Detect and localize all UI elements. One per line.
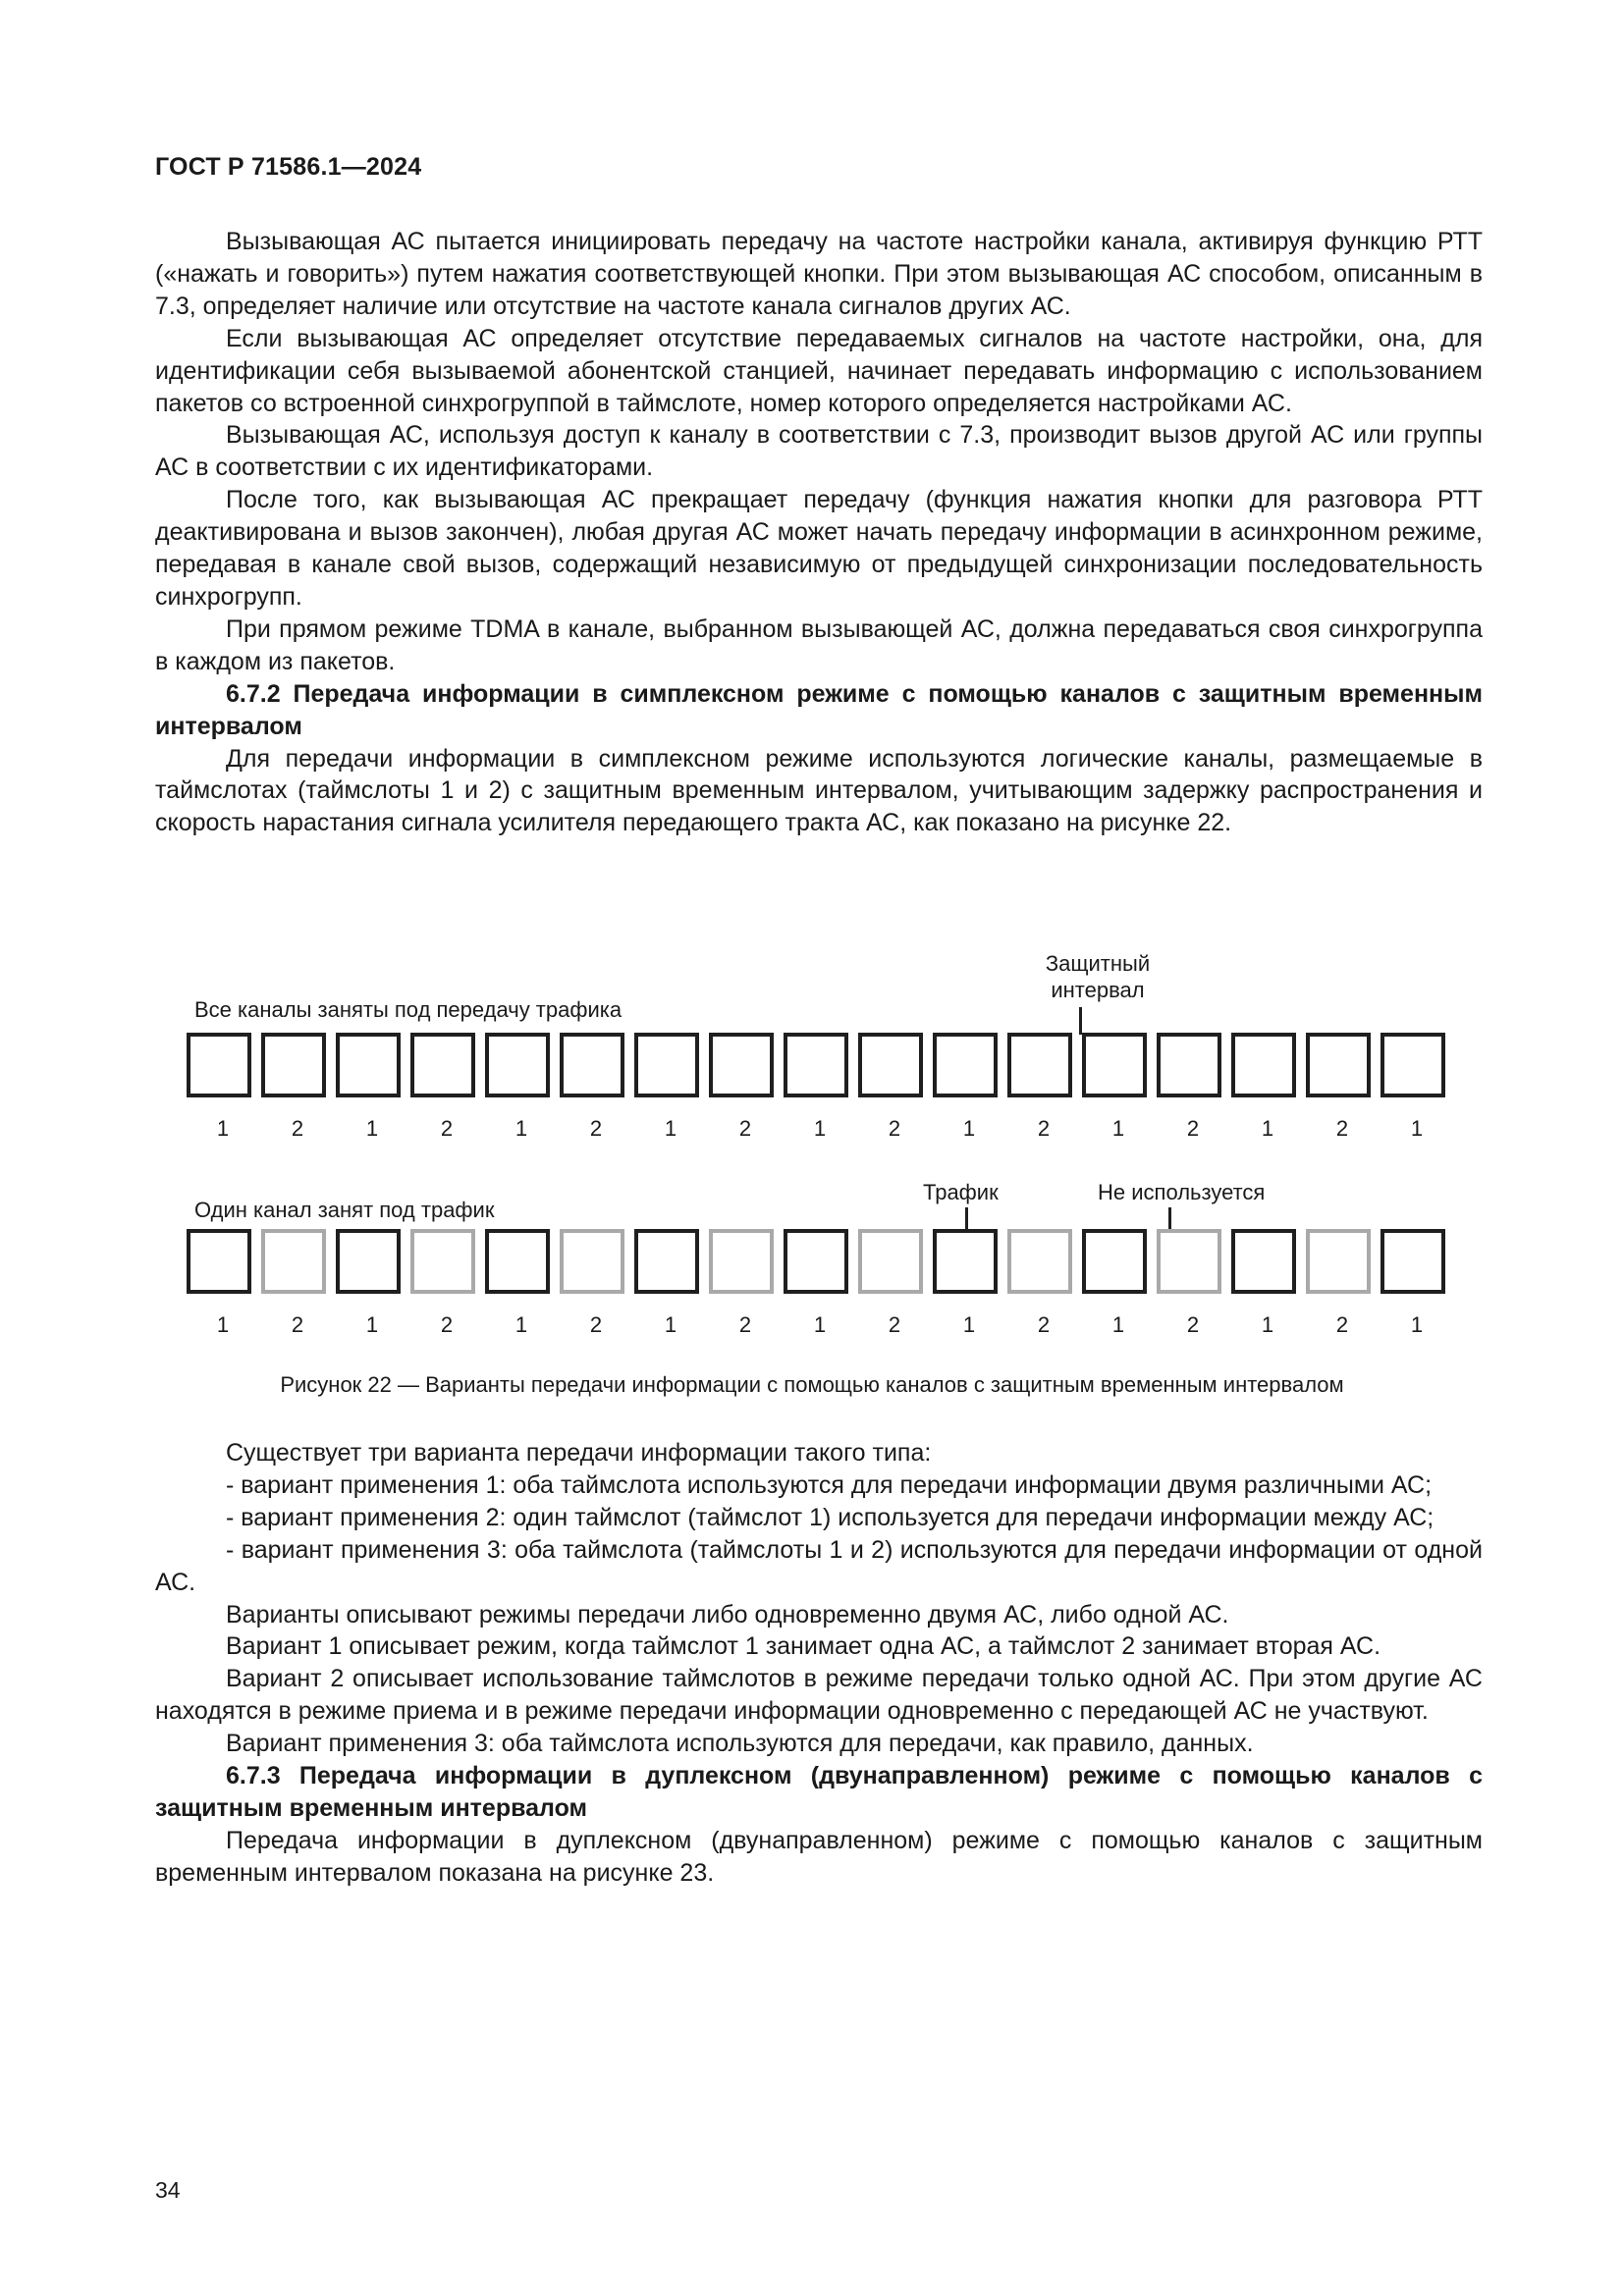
paragraph: Вариант 1 описывает режим, когда таймслот 1 занимает одна АС, а таймслот 2 занимает вторая АС. [226, 1632, 1381, 1661]
timeslot-number: 1 [1261, 1312, 1274, 1337]
timeslot-busy [410, 1033, 475, 1141]
timeslot-busy [485, 1229, 550, 1337]
timeslot-busy [1380, 1033, 1445, 1141]
timeslot-number: 1 [664, 1116, 677, 1141]
timeslot-busy [336, 1033, 401, 1141]
timeslot-busy [1306, 1033, 1371, 1141]
timeslot-number: 2 [291, 1312, 304, 1337]
paragraph: Для передачи информации в симплексном режиме используются логические каналы, размещаемые в таймслотах (таймслоты 1 и 2) с защитным временным интервалом, учитывающим задержку распространения и скорость нарастания сигнала усилителя передающего тракта АС, как показано на рисунке 22. [155, 744, 1483, 837]
timeslot-number: 2 [440, 1312, 454, 1337]
timeslot-busy [1082, 1033, 1147, 1141]
timeslot-number: 1 [813, 1312, 827, 1337]
timeslot-busy [858, 1033, 923, 1141]
paragraph: Если вызывающая АС определяет отсутствие передаваемых сигналов на частоте настройки, она, для идентификации себя вызываемой абонентской станцией, начинает передавать информацию с использованием пакетов со встроенной синхрогруппой в таймслоте, номер которого определяется настройками АС. [155, 324, 1483, 417]
timeslot-unused [709, 1229, 774, 1337]
figure-caption: Рисунок 22 — Варианты передачи информации с помощью каналов с защитным временным интервалом [280, 1372, 1344, 1397]
timeslot-number: 1 [813, 1116, 827, 1141]
timeslot-number: 1 [664, 1312, 677, 1337]
timeslot-busy [784, 1033, 848, 1141]
timeslot-unused [858, 1229, 923, 1337]
timeslot-busy [634, 1229, 699, 1337]
traffic-label: Трафик [923, 1180, 999, 1204]
timeslot-unused [261, 1229, 326, 1337]
document-header: ГОСТ Р 71586.1—2024 [155, 153, 422, 181]
guard-interval-pointer [1079, 1007, 1082, 1035]
timeslot-number: 2 [738, 1116, 752, 1141]
timeslot-busy [709, 1033, 774, 1141]
timeslot-number: 2 [888, 1116, 901, 1141]
paragraph: Вызывающая АС пытается инициировать передачу на частоте настройки канала, активируя функцию РТТ («нажать и говорить») путем нажатия соответствующей кнопки. При этом вызывающая АС способом, описанным в 7.3, определяет наличие или отсутствие на частоте канала сигналов других АС. [155, 228, 1483, 320]
timeslot-number: 2 [440, 1116, 454, 1141]
guard-interval-label: Защитный интервал [1045, 951, 1151, 1002]
timeslot-number: 2 [1186, 1312, 1200, 1337]
timeslot-number: 2 [1037, 1312, 1051, 1337]
timeslot-number: 2 [589, 1116, 603, 1141]
timeslot-unused [1306, 1229, 1371, 1337]
timeslot-busy [485, 1033, 550, 1141]
paragraph: Существует три варианта передачи информации такого типа: [226, 1439, 932, 1467]
row1-label: Все каналы заняты под передачу трафика [194, 997, 623, 1022]
unused-label: Не используется [1098, 1180, 1266, 1204]
timeslot-number: 1 [962, 1116, 976, 1141]
paragraph: Варианты описывают режимы передачи либо одновременно двумя АС, либо одной АС. [226, 1600, 1229, 1629]
section-heading: 6.7.2 Передача информации в симплексном режиме с помощью каналов с защитным временным интервалом [155, 679, 1483, 740]
timeslot-number: 1 [1111, 1116, 1125, 1141]
timeslot-number: 1 [514, 1312, 528, 1337]
timeslot-busy [1007, 1033, 1072, 1141]
timeslot-number: 2 [1335, 1116, 1349, 1141]
timeslot-number: 1 [365, 1312, 379, 1337]
paragraph: Вариант 2 описывает использование таймслотов в режиме передачи только одной АС. При этом другие АС находятся в режиме приема и в режиме передачи информации одновременно с передающей АС не участвуют. [155, 1665, 1483, 1726]
timeslot-busy [1231, 1229, 1296, 1337]
timeslot-number: 1 [1111, 1312, 1125, 1337]
traffic-pointer [965, 1207, 968, 1229]
figure-22-diagram [177, 933, 1463, 1355]
paragraph: - вариант применения 3: оба таймслота (таймслоты 1 и 2) используются для передачи информации от одной АС. [155, 1535, 1483, 1596]
paragraph: При прямом режиме TDMA в канале, выбранном вызывающей АС, должна передаваться своя синхрогруппа в каждом из пакетов. [155, 614, 1483, 675]
paragraph: Вызывающая АС, используя доступ к каналу в соответствии с 7.3, производит вызов другой АС или группы АС в соответствии с их идентификаторами. [155, 421, 1483, 482]
timeslot-number: 2 [1335, 1312, 1349, 1337]
timeslot-number: 1 [514, 1116, 528, 1141]
timeslot-unused [1157, 1229, 1221, 1337]
timeslot-busy [784, 1229, 848, 1337]
timeslot-number: 2 [738, 1312, 752, 1337]
timeslot-number: 1 [1410, 1116, 1424, 1141]
timeslot-number: 1 [1261, 1116, 1274, 1141]
timeslot-number: 1 [216, 1312, 230, 1337]
page-number: 34 [155, 2177, 181, 2203]
row2-label: Один канал занят под трафик [194, 1198, 495, 1222]
section-heading: 6.7.3 Передача информации в дуплексном (двунаправленном) режиме с помощью каналов с защитным временным интервалом [155, 1762, 1483, 1822]
timeslot-row-all-busy [187, 1033, 1445, 1141]
timeslot-number: 2 [589, 1312, 603, 1337]
timeslot-busy [933, 1229, 998, 1337]
timeslot-unused [1007, 1229, 1072, 1337]
timeslot-number: 2 [291, 1116, 304, 1141]
paragraph: - вариант применения 1: оба таймслота используются для передачи информации двумя различными АС; [226, 1470, 1433, 1499]
timeslot-number: 1 [365, 1116, 379, 1141]
timeslot-busy [1380, 1229, 1445, 1337]
paragraph: Вариант применения 3: оба таймслота используются для передачи, как правило, данных. [226, 1730, 1254, 1758]
paragraph: Передача информации в дуплексном (двунаправленном) режиме с помощью каналов с защитным временным интервалом показана на рисунке 23. [155, 1826, 1483, 1887]
timeslot-busy [261, 1033, 326, 1141]
timeslot-busy [336, 1229, 401, 1337]
timeslot-busy [1082, 1229, 1147, 1337]
timeslot-busy [1231, 1033, 1296, 1141]
text-block-top [155, 226, 1483, 839]
timeslot-number: 1 [216, 1116, 230, 1141]
unused-pointer [1168, 1207, 1171, 1229]
timeslot-busy [560, 1033, 624, 1141]
timeslot-unused [560, 1229, 624, 1337]
timeslot-number: 2 [1186, 1116, 1200, 1141]
paragraph: - вариант применения 2: один таймслот (таймслот 1) используется для передачи информации между АС; [226, 1503, 1435, 1531]
timeslot-number: 2 [1037, 1116, 1051, 1141]
timeslot-busy [1157, 1033, 1221, 1141]
text-block-bottom [155, 1437, 1483, 1890]
timeslot-row-one-busy [187, 1229, 1445, 1337]
timeslot-busy [187, 1033, 251, 1141]
paragraph: После того, как вызывающая АС прекращает передачу (функция нажатия кнопки для разговора РТТ деактивирована и вызов закончен), любая другая АС может начать передачу информации в асинхронном режиме, передавая в канале свой вызов, содержащий независимую от предыдущей синхронизации последовательность синхрогрупп. [155, 486, 1483, 611]
timeslot-number: 1 [962, 1312, 976, 1337]
timeslot-busy [634, 1033, 699, 1141]
timeslot-busy [933, 1033, 998, 1141]
timeslot-busy [187, 1229, 251, 1337]
timeslot-number: 1 [1410, 1312, 1424, 1337]
timeslot-unused [410, 1229, 475, 1337]
timeslot-number: 2 [888, 1312, 901, 1337]
